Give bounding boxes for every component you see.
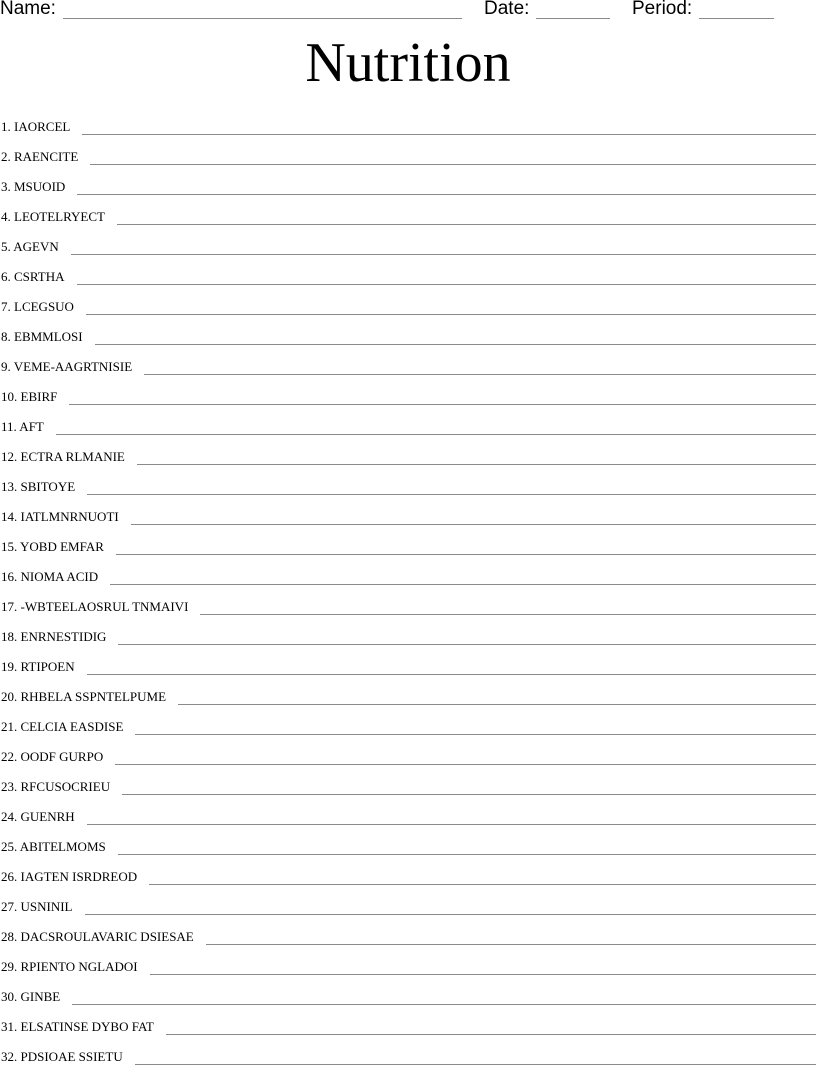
scrambled-word: 18. ENRNESTIDIG [0, 629, 106, 652]
answer-line[interactable] [77, 193, 816, 195]
scrambled-word: 12. ECTRA RLMANIE [0, 449, 125, 472]
list-item [0, 952, 816, 982]
scrambled-word: 13. SBITOYE [0, 479, 75, 502]
name-field[interactable] [63, 18, 462, 19]
scrambled-word: 7. LCEGSUO [0, 299, 74, 322]
answer-line[interactable] [206, 943, 816, 945]
scrambled-word: 31. ELSATINSE DYBO FAT [0, 1019, 154, 1042]
list-item [0, 142, 816, 172]
answer-line[interactable] [116, 553, 816, 555]
list-item [0, 532, 816, 562]
scrambled-word: 14. IATLMNRNUOTI [0, 509, 119, 532]
scrambled-word: 24. GUENRH [0, 809, 75, 832]
list-item [0, 682, 816, 712]
scrambled-word: 19. RTIPOEN [0, 659, 75, 682]
scrambled-word: 27. USNINIL [0, 899, 73, 922]
answer-line[interactable] [95, 343, 816, 345]
page-title: Nutrition [0, 28, 816, 98]
scrambled-word: 30. GINBE [0, 989, 60, 1012]
answer-line[interactable] [166, 1033, 816, 1035]
list-item [0, 742, 816, 772]
scrambled-word: 2. RAENCITE [0, 149, 78, 172]
answer-line[interactable] [137, 463, 816, 465]
answer-line[interactable] [144, 373, 816, 375]
date-label: Date: [484, 0, 529, 20]
scrambled-word: 8. EBMMLOSI [0, 329, 83, 352]
answer-line[interactable] [71, 253, 816, 255]
list-item [0, 562, 816, 592]
answer-line[interactable] [82, 133, 816, 135]
scrambled-word: 23. RFCUSOCRIEU [0, 779, 110, 802]
scrambled-word: 26. IAGTEN ISRDREOD [0, 869, 137, 892]
scrambled-word: 25. ABITELMOMS [0, 839, 106, 862]
answer-line[interactable] [135, 733, 816, 735]
answer-line[interactable] [72, 1003, 816, 1005]
list-item [0, 232, 816, 262]
list-item [0, 1012, 816, 1042]
list-item [0, 592, 816, 622]
answer-line[interactable] [122, 793, 816, 795]
scrambled-word: 29. RPIENTO NGLADOI [0, 959, 138, 982]
period-field[interactable] [699, 18, 774, 19]
list-item [0, 1042, 816, 1072]
list-item [0, 772, 816, 802]
list-item [0, 202, 816, 232]
scrambled-word: 6. CSRTHA [0, 269, 65, 292]
list-item [0, 442, 816, 472]
list-item [0, 292, 816, 322]
scrambled-word: 11. AFT [0, 419, 44, 442]
list-item [0, 832, 816, 862]
scrambled-word: 20. RHBELA SSPNTELPUME [0, 689, 166, 712]
list-item [0, 502, 816, 532]
list-item [0, 412, 816, 442]
list-item [0, 352, 816, 382]
scrambled-word: 32. PDSIOAE SSIETU [0, 1049, 123, 1072]
scramble-list [0, 112, 816, 1072]
scrambled-word: 4. LEOTELRYECT [0, 209, 105, 232]
list-item [0, 892, 816, 922]
scrambled-word: 3. MSUOID [0, 179, 65, 202]
scrambled-word: 28. DACSROULAVARIC DSIESAE [0, 929, 194, 952]
scrambled-word: 15. YOBD EMFAR [0, 539, 104, 562]
worksheet-header [0, 0, 816, 24]
answer-line[interactable] [90, 163, 816, 165]
answer-line[interactable] [200, 613, 816, 615]
answer-line[interactable] [135, 1063, 816, 1065]
scrambled-word: 22. OODF GURPO [0, 749, 103, 772]
answer-line[interactable] [69, 403, 816, 405]
list-item [0, 382, 816, 412]
scrambled-word: 1. IAORCEL [0, 119, 70, 142]
answer-line[interactable] [56, 433, 816, 435]
answer-line[interactable] [131, 523, 816, 525]
list-item [0, 982, 816, 1012]
list-item [0, 322, 816, 352]
answer-line[interactable] [87, 493, 816, 495]
name-label: Name: [0, 0, 56, 20]
date-field[interactable] [536, 18, 610, 19]
answer-line[interactable] [87, 823, 816, 825]
scrambled-word: 16. NIOMA ACID [0, 569, 98, 592]
scrambled-word: 17. -WBTEELAOSRUL TNMAIVI [0, 599, 188, 622]
answer-line[interactable] [110, 583, 816, 585]
scrambled-word: 21. CELCIA EASDISE [0, 719, 123, 742]
scrambled-word: 5. AGEVN [0, 239, 59, 262]
answer-line[interactable] [149, 883, 816, 885]
list-item [0, 472, 816, 502]
list-item [0, 712, 816, 742]
list-item [0, 622, 816, 652]
answer-line[interactable] [150, 973, 816, 975]
list-item [0, 262, 816, 292]
list-item [0, 112, 816, 142]
answer-line[interactable] [117, 223, 816, 225]
list-item [0, 172, 816, 202]
list-item [0, 802, 816, 832]
list-item [0, 652, 816, 682]
answer-line[interactable] [86, 313, 816, 315]
answer-line[interactable] [87, 673, 816, 675]
answer-line[interactable] [77, 283, 816, 285]
scrambled-word: 9. VEME-AAGRTNISIE [0, 359, 132, 382]
answer-line[interactable] [118, 643, 816, 645]
answer-line[interactable] [118, 853, 816, 855]
list-item [0, 922, 816, 952]
answer-line[interactable] [115, 763, 816, 765]
answer-line[interactable] [85, 913, 816, 915]
list-item [0, 862, 816, 892]
scrambled-word: 10. EBIRF [0, 389, 57, 412]
period-label: Period: [632, 0, 692, 20]
answer-line[interactable] [178, 703, 816, 705]
